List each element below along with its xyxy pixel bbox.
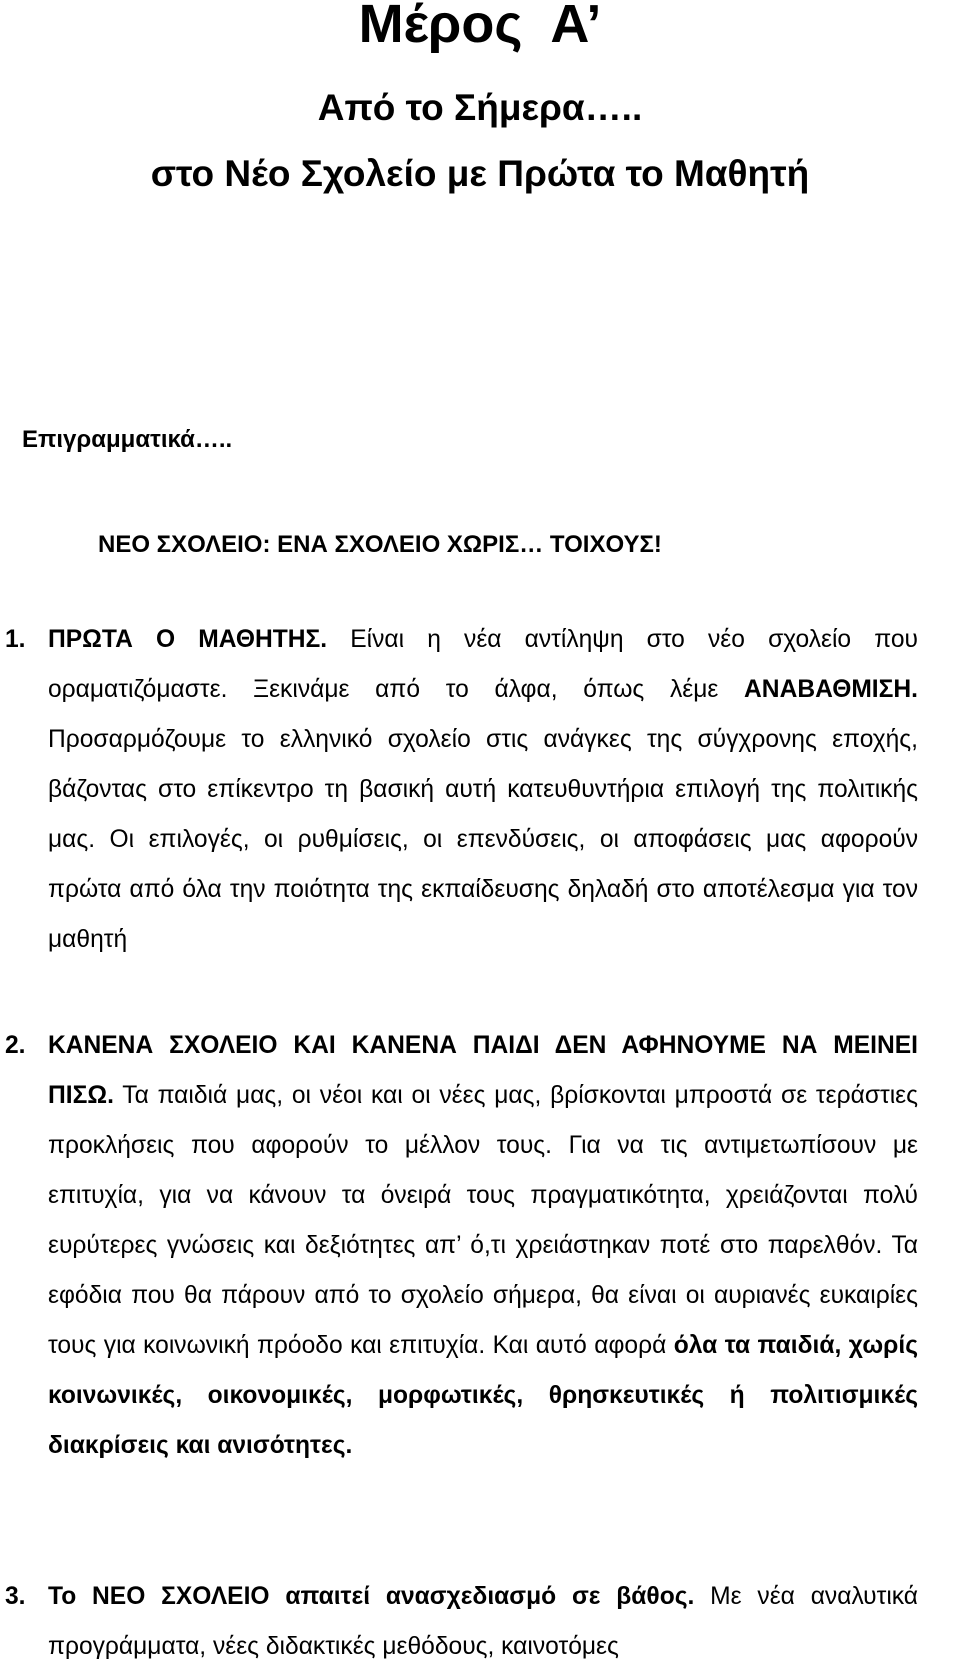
- item-text-continued: Προσαρμόζουμε το ελληνικό σχολείο στις ανάγκες της σύγχρονης εποχής, βάζοντας στο επίκεντρο τη βασική αυτή κατευθυντήρια επιλογή της πολιτικής μας. Οι επιλογές, οι ρυθμίσεις, οι επενδύσεις, οι αποφάσεις μας αφορούν πρώτα από όλα την ποιότητα της εκπαίδευσης δηλαδή στο αποτέλεσμα για τον μαθητή: [48, 726, 918, 953]
- item-number: 3.: [5, 1583, 26, 1610]
- intro-heading: Επιγραμματικά…..: [22, 426, 233, 453]
- numbered-paragraph-1: [5, 615, 918, 965]
- section-heading: ΝΕΟ ΣΧΟΛΕΙΟ: ΕΝΑ ΣΧΟΛΕΙΟ ΧΩΡΙΣ… ΤΟΙΧΟΥΣ!: [98, 531, 662, 558]
- item-emphasis: ΑΝΑΒΑΘΜΙΣΗ.: [744, 676, 918, 703]
- item-lead: ΠΡΩΤΑ Ο ΜΑΘΗΤΗΣ.: [48, 626, 328, 653]
- subtitle-line-1: Από το Σήμερα…..: [317, 87, 643, 128]
- item-number: 1.: [5, 626, 26, 653]
- item-number: 2.: [5, 1032, 26, 1059]
- item-text: Τα παιδιά μας, οι νέοι και οι νέες μας, βρίσκονται μπροστά σε τεράστιες προκλήσεις που αφορούν το μέλλον τους. Για να τις αντιμετωπίσουν με επιτυχία, για να κάνουν τα όνειρά τους πραγματικότητα, χρειάζονται πολύ ευρύτερες γνώσεις και δεξιότητες απ’ ό,τι χρειάστηκαν ποτέ στο παρελθόν. Τα εφόδια που θα πάρουν από το σχολείο σήμερα, θα είναι οι αυριανές ευκαιρίες τους για κοινωνική πρόοδο και επιτυχία. Και αυτό αφορά: [48, 1082, 918, 1359]
- page-title: Μέρος Α’: [358, 0, 602, 54]
- item-lead: Το ΝΕΟ ΣΧΟΛΕΙΟ απαιτεί ανασχεδιασμό σε βάθος.: [48, 1583, 695, 1610]
- numbered-paragraph-2: [5, 1021, 918, 1471]
- item-lead: ΚΑΝΕΝΑ ΣΧΟΛΕΙΟ ΚΑΙ ΚΑΝΕΝΑ ΠΑΙΔΙ ΔΕΝ ΑΦΗΝΟΥΜΕ ΝΑ ΜΕΙΝΕΙ ΠΙΣΩ.: [48, 1032, 918, 1109]
- numbered-paragraph-3: [5, 1572, 918, 1672]
- item-text: Είναι η νέα αντίληψη στο νέο σχολείο που οραματιζόμαστε. Ξεκινάμε από το άλφα, όπως λέμε: [48, 626, 918, 703]
- subtitle-line-2: στο Νέο Σχολείο με Πρώτα το Μαθητή: [150, 153, 810, 194]
- item-text: Με νέα αναλυτικά προγράμματα, νέες διδακτικές μεθόδους, καινοτόμες: [48, 1583, 918, 1660]
- item-emphasis: όλα τα παιδιά, χωρίς κοινωνικές, οικονομικές, μορφωτικές, θρησκευτικές ή πολιτισμικές διακρίσεις και ανισότητες.: [48, 1332, 918, 1459]
